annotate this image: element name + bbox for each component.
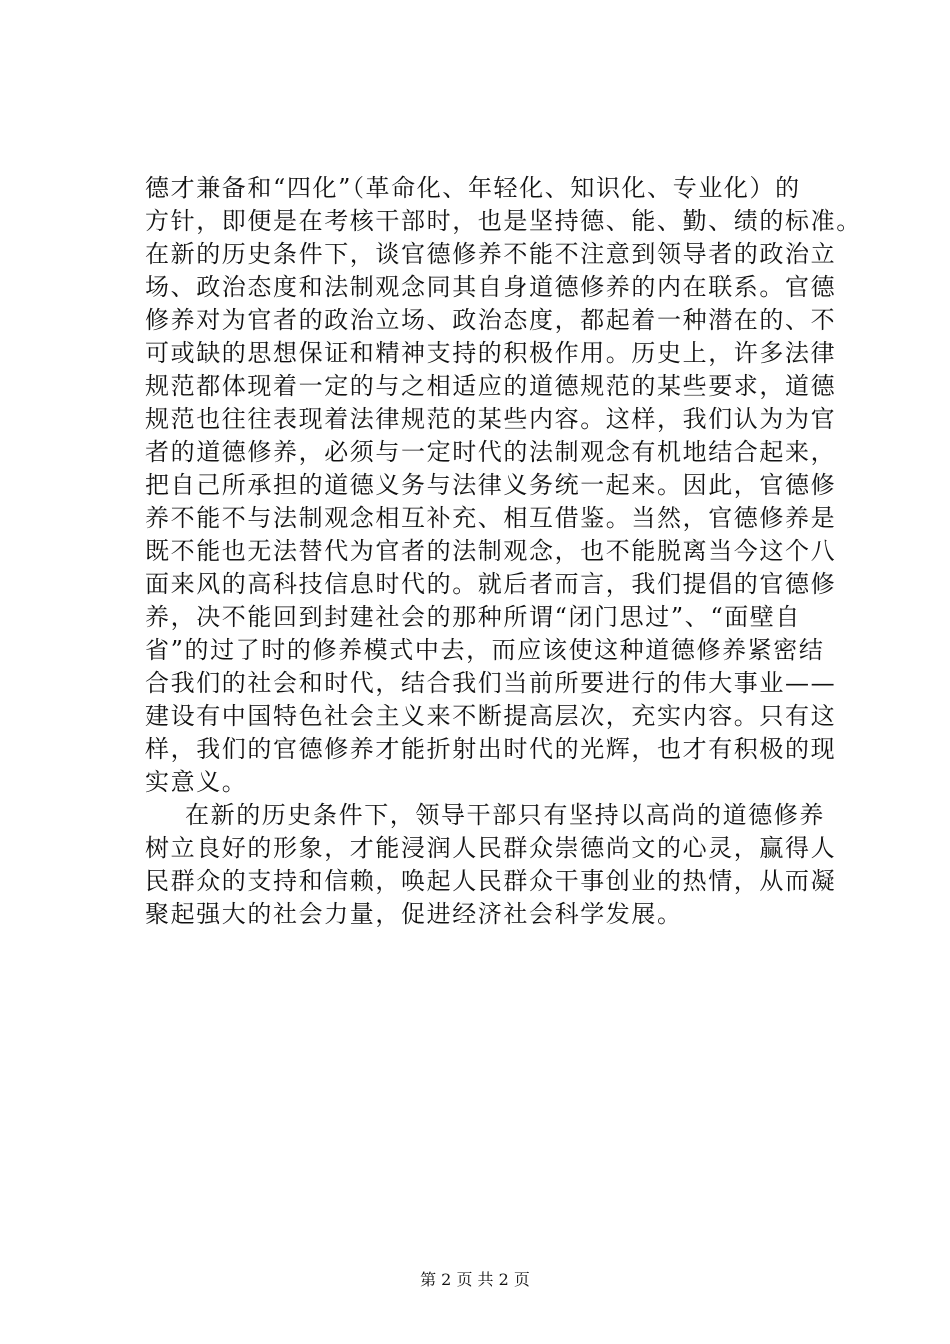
text-line: 聚起强大的社会力量，促进经济社会科学发展。 xyxy=(145,900,683,928)
page-number-label: 第 2 页 共 2 页 xyxy=(420,1270,530,1289)
text-line: 方针，即便是在考核干部时，也是坚持德、能、勤、绩的标准。 xyxy=(145,207,862,235)
text-line: 建设有中国特色社会主义来不断提高层次，充实内容。只有这 xyxy=(145,702,837,730)
text-line: 实意义。 xyxy=(145,768,248,796)
page-footer xyxy=(0,1270,950,1290)
text-line: 既不能也无法替代为官者的法制观念，也不能脱离当今这个八 xyxy=(145,537,837,565)
text-line: 养，决不能回到封建社会的那种所谓“闭门思过”、“面壁自 xyxy=(145,603,802,631)
text-line: 规范都体现着一定的与之相适应的道德规范的某些要求，道德 xyxy=(145,372,837,400)
text-line: 修养对为官者的政治立场、政治态度，都起着一种潜在的、不 xyxy=(145,306,837,334)
text-line: 树立良好的形象，才能浸润人民群众崇德尚文的心灵，赢得人 xyxy=(145,834,837,862)
text-line: 样，我们的官德修养才能折射出时代的光辉，也才有积极的现 xyxy=(145,735,837,763)
body-text xyxy=(145,172,862,931)
paragraph-start-line: 在新的历史条件下，领导干部只有坚持以高尚的道德修养 xyxy=(185,801,825,829)
text-line: 面来风的高科技信息时代的。就后者而言，我们提倡的官德修 xyxy=(145,570,837,598)
text-line: 场、政治态度和法制观念同其自身道德修养的内在联系。官德 xyxy=(145,273,837,301)
text-line: 在新的历史条件下，谈官德修养不能不注意到领导者的政治立 xyxy=(145,240,837,268)
text-line: 者的道德修养，必须与一定时代的法制观念有机地结合起来， xyxy=(145,438,837,466)
text-line: 规范也往往表现着法律规范的某些内容。这样，我们认为为官 xyxy=(145,405,837,433)
text-line: 把自己所承担的道德义务与法律义务统一起来。因此，官德修 xyxy=(145,471,837,499)
text-line: 可或缺的思想保证和精神支持的积极作用。历史上，许多法律 xyxy=(145,339,837,367)
text-line: 养不能不与法制观念相互补充、相互借鉴。当然，官德修养是 xyxy=(145,504,837,532)
text-line: 民群众的支持和信赖，唤起人民群众干事创业的热情，从而凝 xyxy=(145,867,837,895)
text-line: 省”的过了时的修养模式中去，而应该使这种道德修养紧密结 xyxy=(145,636,825,664)
text-line: 合我们的社会和时代，结合我们当前所要进行的伟大事业—— xyxy=(145,669,837,697)
text-line: 德才兼备和“四化”（革命化、年轻化、知识化、专业化）的 xyxy=(145,174,801,202)
